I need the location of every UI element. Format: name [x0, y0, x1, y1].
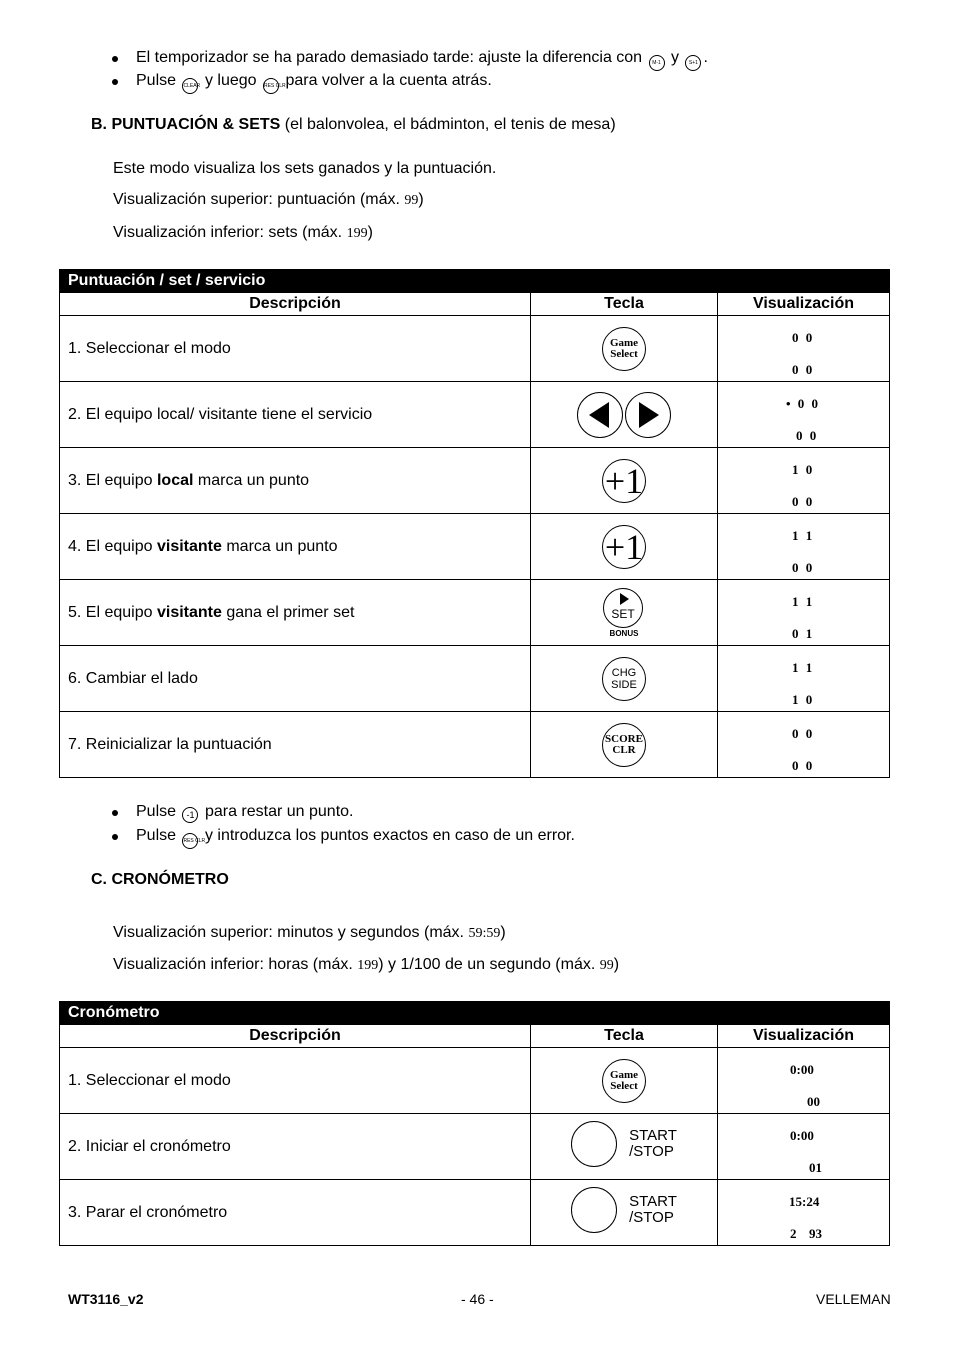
table-title: Cronómetro	[60, 1002, 890, 1025]
s-plus-1-key-icon: S+1	[685, 55, 701, 71]
plus-one-button-icon: +1	[602, 459, 646, 503]
table-title: Puntuación / set / servicio	[60, 270, 890, 293]
column-header-key: Tecla	[531, 1025, 718, 1048]
table-row	[60, 712, 890, 778]
row-description: 3. El equipo local marca un punto	[60, 448, 531, 514]
row-description: 4. El equipo visitante marca un punto	[60, 514, 531, 580]
stopwatch-table	[59, 1001, 890, 1246]
display-bottom: 0 0	[792, 758, 815, 773]
set-bonus-button-icon: SET BONUS	[599, 588, 649, 638]
display-readout	[718, 1114, 890, 1180]
row-description: 2. Iniciar el cronómetro	[60, 1114, 531, 1180]
table-row	[60, 316, 890, 382]
minus-one-key-icon: -1	[182, 807, 198, 823]
left-arrow-button-icon	[577, 392, 623, 438]
bullet-text: El temporizador se ha parado demasiado tarde: ajuste la diferencia con	[136, 49, 643, 66]
plus-one-button-icon: +1	[602, 525, 646, 569]
display-readout	[718, 712, 890, 778]
column-header-display: Visualización	[718, 293, 890, 316]
bullet-dot	[112, 56, 118, 62]
row-description: 7. Reinicializar la puntuación	[60, 712, 531, 778]
section-b-intro: Este modo visualiza los sets ganados y la puntuación.	[113, 160, 497, 177]
display-bottom: 1 0	[792, 692, 815, 707]
display-top: 1 1	[792, 528, 815, 543]
display-top: • 0 0	[786, 396, 821, 411]
bullet-dot	[112, 834, 118, 840]
display-top: 1 1	[792, 594, 815, 609]
change-side-button-icon: CHG SIDE	[602, 657, 646, 701]
display-readout	[718, 514, 890, 580]
footer-page-number: - 46 -	[461, 1291, 494, 1307]
display-bottom: 01	[809, 1160, 822, 1175]
table-row	[60, 1048, 890, 1114]
table-row	[60, 580, 890, 646]
bullet-dot	[112, 810, 118, 816]
display-top: 0:00	[790, 1128, 814, 1143]
row-description: 1. Seleccionar el modo	[60, 1048, 531, 1114]
display-readout	[718, 1180, 890, 1246]
display-readout	[718, 580, 890, 646]
start-stop-button-icon: START /STOP	[571, 1187, 677, 1233]
bullet-dot	[112, 79, 118, 85]
display-top: 0:00	[790, 1062, 814, 1077]
row-description: 5. El equipo visitante gana el primer set	[60, 580, 531, 646]
row-description: 2. El equipo local/ visitante tiene el servicio	[60, 382, 531, 448]
column-header-description: Descripción	[60, 1025, 531, 1048]
display-readout	[718, 448, 890, 514]
display-top: 15:24	[789, 1194, 820, 1209]
m-minus-1-key-icon: M-1	[649, 55, 665, 71]
table-row	[60, 1114, 890, 1180]
footer-brand: VELLEMAN	[816, 1291, 891, 1307]
column-header-display: Visualización	[718, 1025, 890, 1048]
display-readout	[718, 382, 890, 448]
display-bottom: 0 0	[792, 494, 815, 509]
start-stop-button-icon: START /STOP	[571, 1121, 677, 1167]
section-c-upper-display: Visualización superior: minutos y segundos (máx. 59:59)	[113, 924, 506, 941]
game-select-button-icon: Game Select	[602, 1059, 646, 1103]
section-c-heading: C. CRONÓMETRO	[91, 871, 229, 888]
section-c-lower-display: Visualización inferior: horas (máx. 199) y 1/100 de un segundo (máx. 99)	[113, 956, 620, 973]
game-select-button-icon: Game Select	[602, 327, 646, 371]
footer-model: WT3116_v2	[68, 1291, 144, 1307]
display-bottom: 0 0	[796, 428, 819, 443]
display-top: 1 0	[792, 462, 815, 477]
display-top: 0 0	[792, 726, 815, 741]
display-bottom-hours: 2	[790, 1226, 797, 1241]
display-readout	[718, 316, 890, 382]
display-top: 0 0	[792, 330, 815, 345]
display-bottom: 0 1	[792, 626, 815, 641]
column-header-description: Descripción	[60, 293, 531, 316]
section-b-heading: B. PUNTUACIÓN & SETS (el balonvolea, el bádminton, el tenis de mesa)	[91, 116, 616, 133]
display-bottom: 0 0	[792, 560, 815, 575]
score-set-service-table	[59, 269, 890, 778]
display-readout	[718, 1048, 890, 1114]
table-row	[60, 382, 890, 448]
row-description: 1. Seleccionar el modo	[60, 316, 531, 382]
display-bottom: 00	[807, 1094, 820, 1109]
table-row	[60, 1180, 890, 1246]
res-clr-key-icon: RES CLR	[182, 833, 198, 849]
table-row	[60, 514, 890, 580]
display-bottom-hundredths: 93	[809, 1226, 822, 1241]
play-icon	[618, 593, 630, 605]
clear-key-icon: CLEAR	[182, 78, 198, 94]
section-b-upper-display: Visualización superior: puntuación (máx. 99)	[113, 191, 424, 208]
column-header-key: Tecla	[531, 293, 718, 316]
res-clr-key-icon: RES CLR	[263, 78, 279, 94]
display-bottom: 0 0	[792, 362, 815, 377]
display-readout	[718, 646, 890, 712]
right-arrow-button-icon	[625, 392, 671, 438]
table-row	[60, 646, 890, 712]
section-b-lower-display: Visualización inferior: sets (máx. 199)	[113, 224, 373, 241]
table-row	[60, 448, 890, 514]
row-description: 6. Cambiar el lado	[60, 646, 531, 712]
display-top: 1 1	[792, 660, 815, 675]
row-description: 3. Parar el cronómetro	[60, 1180, 531, 1246]
score-clear-button-icon: SCORE CLR	[602, 723, 646, 767]
